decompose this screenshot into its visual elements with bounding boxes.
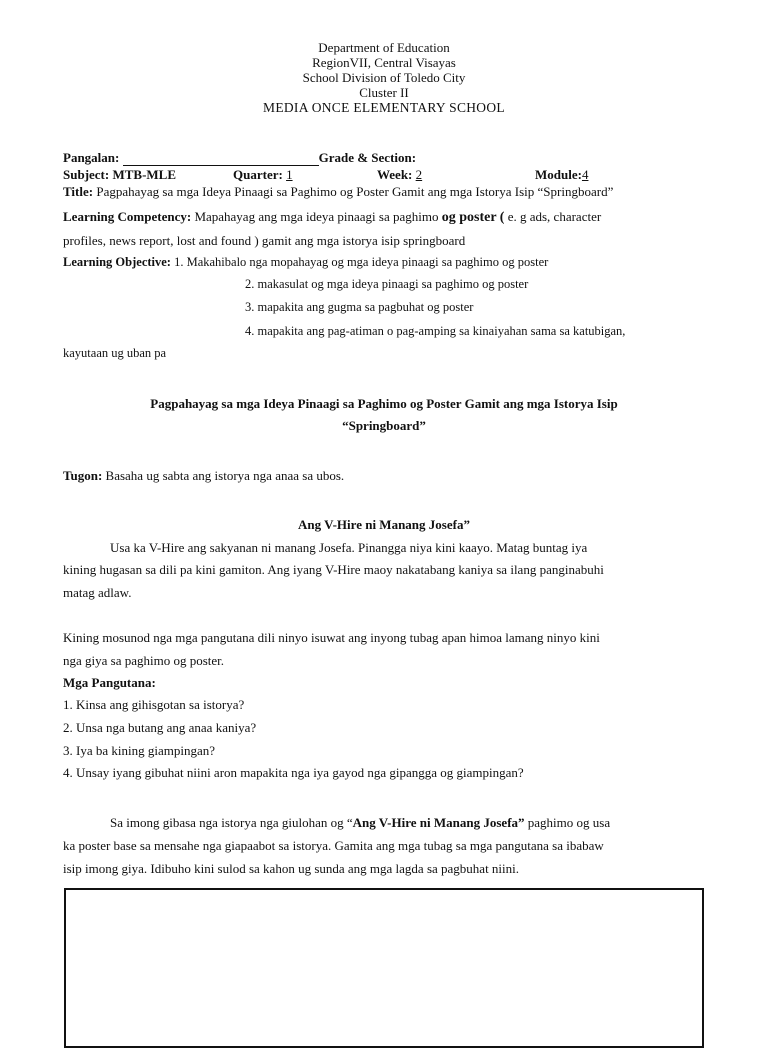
question-3: 3. Iya ba kining giampingan?: [63, 743, 215, 758]
competency-text-end: e. g ads, character: [507, 209, 602, 224]
story-line-1: Usa ka V-Hire ang sakyanan ni manang Josefa. Pinangga niya kini kaayo. Matag buntag iya: [110, 540, 588, 555]
objective-item-4: 4. mapakita ang pag-atiman o pag-amping sa kinaiyahan sama sa katubigan,: [245, 324, 626, 338]
name-row: [63, 150, 416, 166]
objective-row: [63, 255, 548, 270]
story-line-3: matag adlaw.: [63, 585, 132, 600]
competency-text: Mapahayag ang mga ideya pinaagi sa paghimo: [194, 209, 439, 224]
header-region: RegionVII, Central Visayas: [312, 55, 456, 70]
competency-label: Learning Competency:: [63, 209, 192, 224]
objective-item-3: 3. mapakita ang gugma sa pagbuhat og poster: [245, 300, 474, 314]
competency-line2: profiles, news report, lost and found ) gamit ang mga istorya isip springboard: [63, 233, 466, 248]
story-line-2: kining hugasan sa dili pa kini gamiton. Ang iyang V-Hire maoy nakatabang kaniya sa ilang panginabuhi: [63, 562, 604, 577]
header-department: Department of Education: [318, 40, 450, 55]
quarter-value: 1: [286, 167, 293, 182]
instructions-line-1: Kining mosunod nga mga pangutana dili ninyo isuwat ang inyong tubag apan himoa lamang ninyo kini: [63, 630, 600, 645]
module-label: Module:4: [535, 167, 589, 182]
section-heading-springboard: “Springboard”: [342, 418, 426, 433]
tugon-label: Tugon:: [63, 468, 103, 483]
objective-continuation: kayutaan ug uban pa: [63, 346, 167, 360]
week-label: Week: 2: [377, 167, 423, 182]
title-value: Pagpahayag sa mga Ideya Pinaagi sa Paghimo og Poster Gamit ang mga Istorya Isip “Springboard”: [96, 184, 614, 199]
objective-label: Learning Objective:: [63, 255, 171, 269]
questions-label: Mga Pangutana:: [63, 675, 156, 690]
tugon-text: Basaha ug sabta ang istorya nga anaa sa ubos.: [105, 468, 345, 483]
title-row: [63, 184, 613, 200]
task-story-title: Ang V-Hire ni Manang Josefa”: [352, 815, 525, 830]
instructions-line-2: nga giya sa paghimo og poster.: [63, 653, 225, 668]
task-line-3: isip imong giya. Idibuho kini sulod sa kahon ug sunda ang mga lagda sa pagbuhat niini.: [63, 861, 520, 876]
question-1: 1. Kinsa ang gihisgotan sa istorya?: [63, 697, 245, 712]
objective-item-1: 1. Makahibalo nga mopahayag og mga ideya pinaagi sa paghimo og poster: [174, 255, 549, 269]
tugon-row: [63, 468, 344, 484]
header-school: MEDIA ONCE ELEMENTARY SCHOOL: [263, 100, 505, 115]
question-4: 4. Unsay iyang gibuhat niini aron mapakita nga iya gayod nga gipangga og giampingan?: [63, 765, 524, 780]
competency-row: [63, 209, 601, 226]
section-heading: Pagpahayag sa mga Ideya Pinaagi sa Paghimo og Poster Gamit ang mga Istorya Isip: [150, 396, 618, 411]
header-division: School Division of Toledo City: [302, 70, 466, 85]
subject-value: MTB-MLE: [112, 167, 177, 182]
title-label: Title:: [63, 184, 94, 199]
question-2: 2. Unsa nga butang ang anaa kaniya?: [63, 720, 257, 735]
grade-section-label: Grade & Section:: [318, 150, 417, 165]
task-line-1: Sa imong gibasa nga istorya nga giulohan og “Ang V-Hire ni Manang Josefa” paghimo og usa: [110, 815, 611, 830]
name-label: Pangalan:: [63, 150, 120, 165]
header-cluster: Cluster II: [359, 85, 409, 100]
story-title: Ang V-Hire ni Manang Josefa”: [298, 517, 470, 532]
subject-label: Subject: MTB-MLE: [63, 167, 177, 182]
week-value: 2: [415, 167, 423, 182]
poster-drawing-box[interactable]: [64, 888, 704, 1048]
objective-item-2: 2. makasulat og mga ideya pinaagi sa paghimo og poster: [245, 277, 529, 291]
competency-emphasis: og poster (: [441, 210, 505, 225]
module-value: 4: [581, 167, 589, 182]
task-line-2: ka poster base sa mensahe nga giapaabot sa istorya. Gamita ang mga tubag sa mga pangutana sa ibabaw: [63, 838, 604, 853]
name-blank[interactable]: [123, 153, 319, 166]
quarter-label: Quarter: 1: [233, 167, 293, 182]
